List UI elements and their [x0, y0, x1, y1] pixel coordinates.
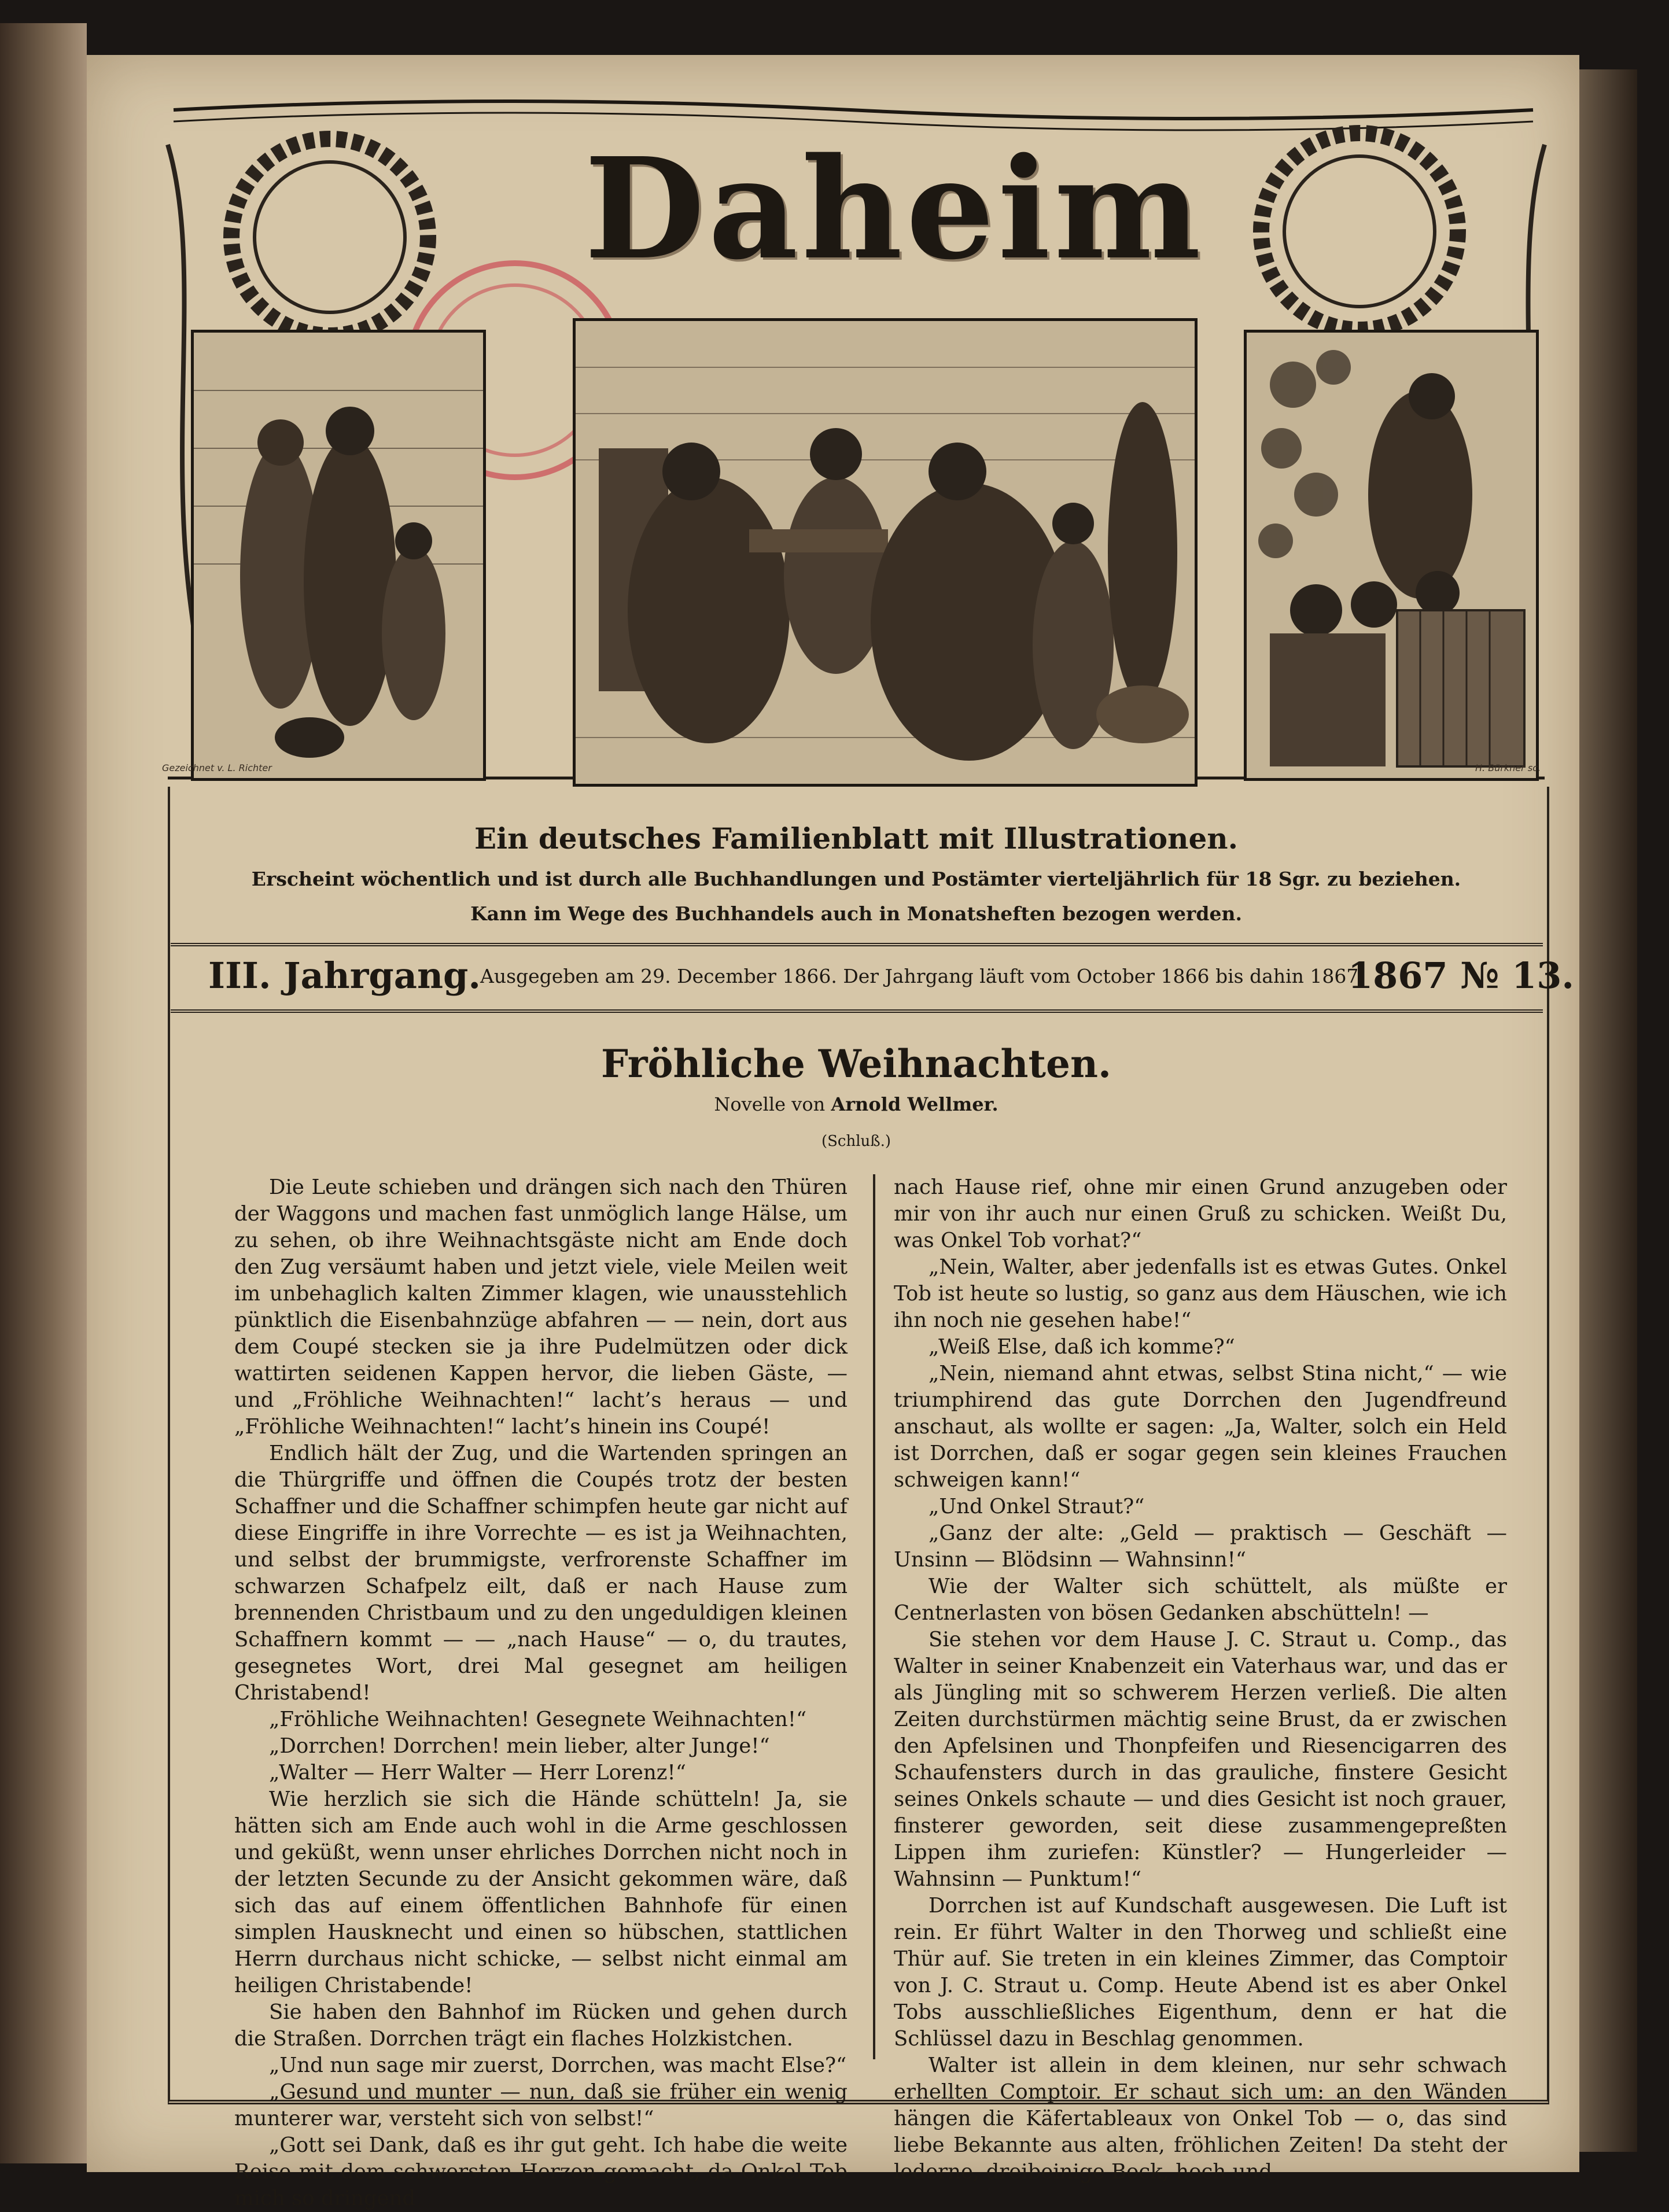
- engraver-credit-left: Gezeichnet v. L. Richter: [162, 762, 272, 773]
- author-name: Arnold Wellmer.: [831, 1093, 999, 1115]
- paragraph: „Nein, niemand ahnt etwas, selbst Stina nicht,“ — wie triumphirend das gute Dorrchen den Jugendfreund anschaut, als wollte er sagen: „Ja, Walter, solch ein Held ist Dorrchen, daß er sogar gegen sein kleines Frauchen schweigen kann!“: [894, 1362, 1507, 1492]
- paragraph: „Dorrchen! Dorrchen! mein lieber, alter Junge!“: [269, 1734, 770, 1758]
- text-column-left: [234, 1174, 848, 2210]
- paragraph: Sie stehen vor dem Hause J. C. Straut u. Comp., das Walter in seiner Knabenzeit ein Vaterhaus war, und das er als Jüngling mit so schwerem Herzen verließ. Die alten Zeiten durchstürmen mächtig seine Brust, da er zwischen den Apfelsinen und Thonpfeifen und Riesencigarren des Schaufensters durch in das grauliche, finstere Gesicht seines Onkels schaute — und dies Gesicht ist noch grauer, finsterer geworden, seit diese zusammengepreßten Lippen ihm zuriefen: Künstler? — Hungerleider — Wahnsinn — Punktum!“: [894, 1628, 1507, 1891]
- publication-info-monthly: Kann im Wege des Buchhandels auch in Monatsheften bezogen werden.: [470, 902, 1242, 925]
- paragraph: „Gott sei Dank, daß es ihr gut geht. Ich habe die weite Reise mit dem schwersten Herzen gemacht, da Onkel Tob mich so dringend: [234, 2133, 848, 2210]
- subtitle: Ein deutsches Familienblatt mit Illustrationen.: [474, 821, 1239, 856]
- volume-label: III. Jahrgang.: [208, 954, 481, 997]
- continuation-note: (Schluß.): [821, 1133, 891, 1150]
- paragraph: nach Hause rief, ohne mir einen Grund anzugeben oder mir von ihr auch nur einen Gruß zu schicken. Weißt Du, was Onkel Tob vorhat?“: [894, 1175, 1507, 1252]
- paragraph: „Nein, Walter, aber jedenfalls ist es etwas Gutes. Onkel Tob ist heute so lustig, so ganz aus dem Häuschen, wie ich ihn noch nie gesehen habe!“: [894, 1255, 1507, 1332]
- page-edge: [1579, 69, 1637, 2152]
- illustration-left: [191, 330, 486, 781]
- engraver-credit-right: H. Bürkner sc.: [1475, 762, 1541, 773]
- paragraph: „Und nun sage mir zuerst, Dorrchen, was macht Else?“: [269, 2054, 847, 2077]
- paragraph: „Fröhliche Weihnachten! Gesegnete Weihnachten!“: [269, 1708, 807, 1731]
- issue-date: Ausgegeben am 29. December 1866. Der Jahrgang läuft vom October 1866 bis dahin 1867.: [480, 965, 1365, 987]
- masthead: [156, 87, 1556, 781]
- paragraph: Die Leute schieben und drängen sich nach den Thüren der Waggons und machen fast unmöglich lange Hälse, um zu sehen, ob ihre Weihnachtsgäste nicht am Ende doch den Zug versäumt haben und jetzt viele, viele Meilen weit im unbehaglich kalten Zimmer klagen, wie unausstehlich pünktlich die Eisenbahnzüge abfahren — — nein, dort aus dem Coupé stecken sie ja ihre Pudelmützen oder dick wattirten seidenen Kappen hervor, die lieben Gäste, — und „Fröhliche Weihnachten!“ lacht’s heraus — und „Fröhliche Weihnachten!“ lacht’s hinein ins Coupé!: [234, 1175, 848, 1439]
- byline: [168, 1093, 1545, 1115]
- story-title: Fröhliche Weihnachten.: [601, 1041, 1111, 1086]
- divider: [171, 1009, 1543, 1013]
- paragraph: Sie haben den Bahnhof im Rücken und gehen durch die Straßen. Dorrchen trägt ein flaches Holzkistchen.: [234, 2000, 848, 2051]
- column-divider: [873, 1174, 875, 2059]
- paragraph: „Gesund und munter — nun, daß sie früher ein wenig munterer war, versteht sich von selbst!“: [234, 2080, 848, 2130]
- book-binding: [0, 23, 87, 2163]
- paragraph: Wie der Walter sich schüttelt, als müßte er Centnerlasten von bösen Gedanken abschütteln! —: [894, 1575, 1507, 1625]
- paragraph: „Weiß Else, daß ich komme?“: [929, 1335, 1235, 1359]
- masthead-title: Daheim: [584, 127, 1204, 290]
- divider: [171, 943, 1543, 946]
- text-column-right: [894, 1174, 1507, 2184]
- paragraph: Dorrchen ist auf Kundschaft ausgewesen. Die Luft ist rein. Er führt Walter in den Thorweg und schließt eine Thür auf. Sie treten in ein kleines Zimmer, das Comptoir von J. C. Straut u. Comp. Heute Abend ist es aber Onkel Tobs ausschließliches Eigenthum, denn er hat die Schlüssel dazu in Beschlag genommen.: [894, 1894, 1507, 2051]
- paragraph: Endlich hält der Zug, und die Wartenden springen an die Thürgriffe und öffnen die Coupés trotz der besten Schaffner und die Schaffner schimpfen heute gar nicht auf diese Eingriffe in ihre Vorrechte — es ist ja Weihnachten, und selbst der brummigste, verfrorenste Schaffner im schwarzen Schafpelz eilt, daß er nach Hause zum brennenden Christbaum und zu den ungeduldigen kleinen Schaffnern kommt — — „nach Hause“ — o, du trautes, gesegnetes Wort, drei Mal gesegnet am heiligen Christabend!: [234, 1442, 848, 1705]
- paragraph: „Ganz der alte: „Geld — praktisch — Geschäft — Unsinn — Blödsinn — Wahnsinn!“: [894, 1521, 1507, 1572]
- illustration-right: [1244, 330, 1539, 781]
- illustration-center: [573, 318, 1198, 787]
- issue-number: 1867 № 13.: [1348, 954, 1574, 997]
- paragraph: Walter ist allein in dem kleinen, nur sehr schwach erhellten Comptoir. Er schaut sich um: an den Wänden hängen die Käfertableaux von Onkel Tob — o, das sind liebe Bekannte aus alten, fröhlichen Zeiten! Da steht der lederne, dreibeinige Bock, hoch und: [894, 2054, 1507, 2184]
- publication-info: Erscheint wöchentlich und ist durch alle Buchhandlungen und Postämter vierteljährlich für 18 Sgr. zu beziehen.: [251, 868, 1461, 890]
- paragraph: Wie herzlich sie sich die Hände schütteln! Ja, sie hätten sich am Ende auch wohl in die Arme geschlossen und geküßt, wenn unser ehrliches Dorrchen nicht noch in der letzten Secunde zu der Ansicht gekommen wäre, daß sich das auf einem öffentlichen Bahnhofe für einen simplen Hausknecht und einen so hübschen, stattlichen Herrn durchaus nicht schicke, — selbst nicht einmal am heiligen Christabende!: [234, 1787, 848, 1997]
- paragraph: „Und Onkel Straut?“: [929, 1495, 1145, 1518]
- byline-prefix: Novelle von: [714, 1093, 826, 1115]
- paragraph: „Walter — Herr Walter — Herr Lorenz!“: [269, 1761, 686, 1785]
